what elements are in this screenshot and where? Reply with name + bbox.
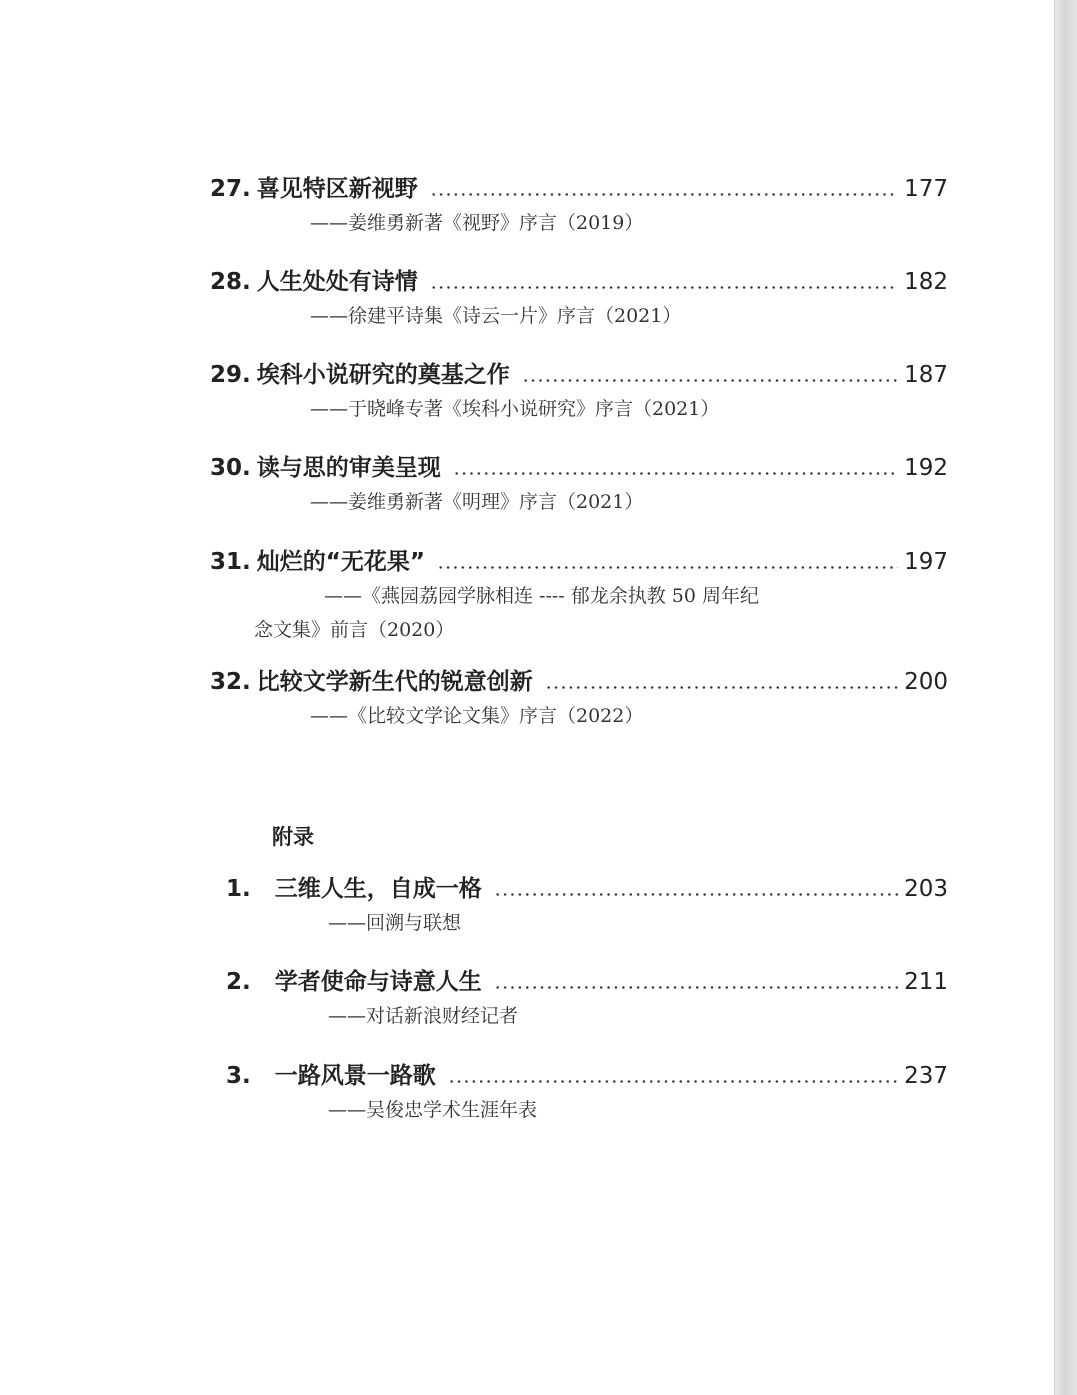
toc-entry-28[interactable] bbox=[210, 265, 948, 333]
toc-entry-30[interactable] bbox=[210, 451, 948, 519]
entry-title: 灿烂的“无花果” bbox=[256, 549, 425, 575]
entry-subtitle: ——对话新浪财经记者 bbox=[328, 1005, 519, 1027]
toc-entry-heading bbox=[210, 172, 948, 206]
entry-number: 27. bbox=[210, 176, 251, 202]
toc-entry-29[interactable] bbox=[210, 358, 948, 426]
dot-leader bbox=[545, 686, 898, 689]
toc-entry-32[interactable] bbox=[210, 665, 948, 733]
toc-entry-27[interactable] bbox=[210, 172, 948, 240]
page-number: 177 bbox=[904, 176, 948, 202]
appendix-heading: 附录 bbox=[272, 825, 314, 849]
dot-leader bbox=[430, 193, 898, 196]
page-number: 182 bbox=[904, 269, 948, 295]
entry-number: 28. bbox=[210, 269, 251, 295]
dot-leader bbox=[430, 286, 898, 289]
entry-subtitle: ——姜维勇新著《视野》序言（2019） bbox=[310, 212, 644, 234]
entry-title: 人生处处有诗情 bbox=[256, 269, 418, 295]
entry-subtitle: ——回溯与联想 bbox=[328, 912, 462, 934]
appendix-entry-1[interactable] bbox=[226, 872, 948, 940]
appendix-entry-3[interactable] bbox=[226, 1059, 948, 1127]
page-number: 197 bbox=[904, 549, 948, 575]
page-number: 200 bbox=[904, 669, 948, 695]
entry-number: 1. bbox=[226, 876, 251, 902]
entry-number: 3. bbox=[226, 1063, 251, 1089]
entry-title: 喜见特区新视野 bbox=[256, 176, 418, 202]
page-number: 203 bbox=[904, 876, 948, 902]
entry-number: 30. bbox=[210, 455, 251, 481]
entry-title: 埃科小说研究的奠基之作 bbox=[256, 362, 510, 388]
dot-leader bbox=[522, 379, 898, 382]
toc-entry-heading bbox=[226, 965, 948, 999]
page-number: 187 bbox=[904, 362, 948, 388]
entry-title: 一路风景一路歌 bbox=[274, 1063, 436, 1089]
entry-title: 读与思的审美呈现 bbox=[256, 455, 441, 481]
toc-entry-heading bbox=[210, 358, 948, 392]
toc-entry-heading bbox=[210, 451, 948, 485]
dot-leader bbox=[494, 986, 898, 989]
entry-subtitle: ——于晓峰专著《埃科小说研究》序言（2021） bbox=[310, 398, 720, 420]
entry-number: 29. bbox=[210, 362, 251, 388]
dot-leader bbox=[448, 1080, 898, 1083]
entry-subtitle: ——徐建平诗集《诗云一片》序言（2021） bbox=[310, 305, 682, 327]
dot-leader bbox=[453, 472, 898, 475]
entry-number: 31. bbox=[210, 549, 251, 575]
entry-subtitle-line-2: 念文集》前言（2020） bbox=[254, 619, 455, 641]
appendix-entry-2[interactable] bbox=[226, 965, 948, 1033]
dot-leader bbox=[494, 893, 898, 896]
toc-entry-31[interactable] bbox=[210, 545, 948, 647]
dot-leader bbox=[437, 566, 898, 569]
entry-title: 三维人生，自成一格 bbox=[274, 876, 482, 902]
toc-entry-heading bbox=[226, 872, 948, 906]
toc-entry-heading bbox=[226, 1059, 948, 1093]
entry-title: 学者使命与诗意人生 bbox=[274, 969, 482, 995]
page-number: 211 bbox=[904, 969, 948, 995]
entry-title: 比较文学新生代的锐意创新 bbox=[256, 669, 533, 695]
page-edge-shadow bbox=[1055, 0, 1077, 1395]
toc-entry-heading bbox=[210, 545, 948, 579]
entry-subtitle: ——《比较文学论文集》序言（2022） bbox=[310, 705, 644, 727]
page-number: 192 bbox=[904, 455, 948, 481]
entry-number: 2. bbox=[226, 969, 251, 995]
toc-entry-heading bbox=[210, 265, 948, 299]
entry-subtitle: ——吴俊忠学术生涯年表 bbox=[328, 1099, 538, 1121]
entry-subtitle: ——姜维勇新著《明理》序言（2021） bbox=[310, 491, 644, 513]
entry-number: 32. bbox=[210, 669, 251, 695]
page-number: 237 bbox=[904, 1063, 948, 1089]
entry-subtitle-line-1: ——《燕园荔园学脉相连 ---- 郁龙余执教 50 周年纪 bbox=[324, 585, 760, 607]
toc-entry-heading bbox=[210, 665, 948, 699]
